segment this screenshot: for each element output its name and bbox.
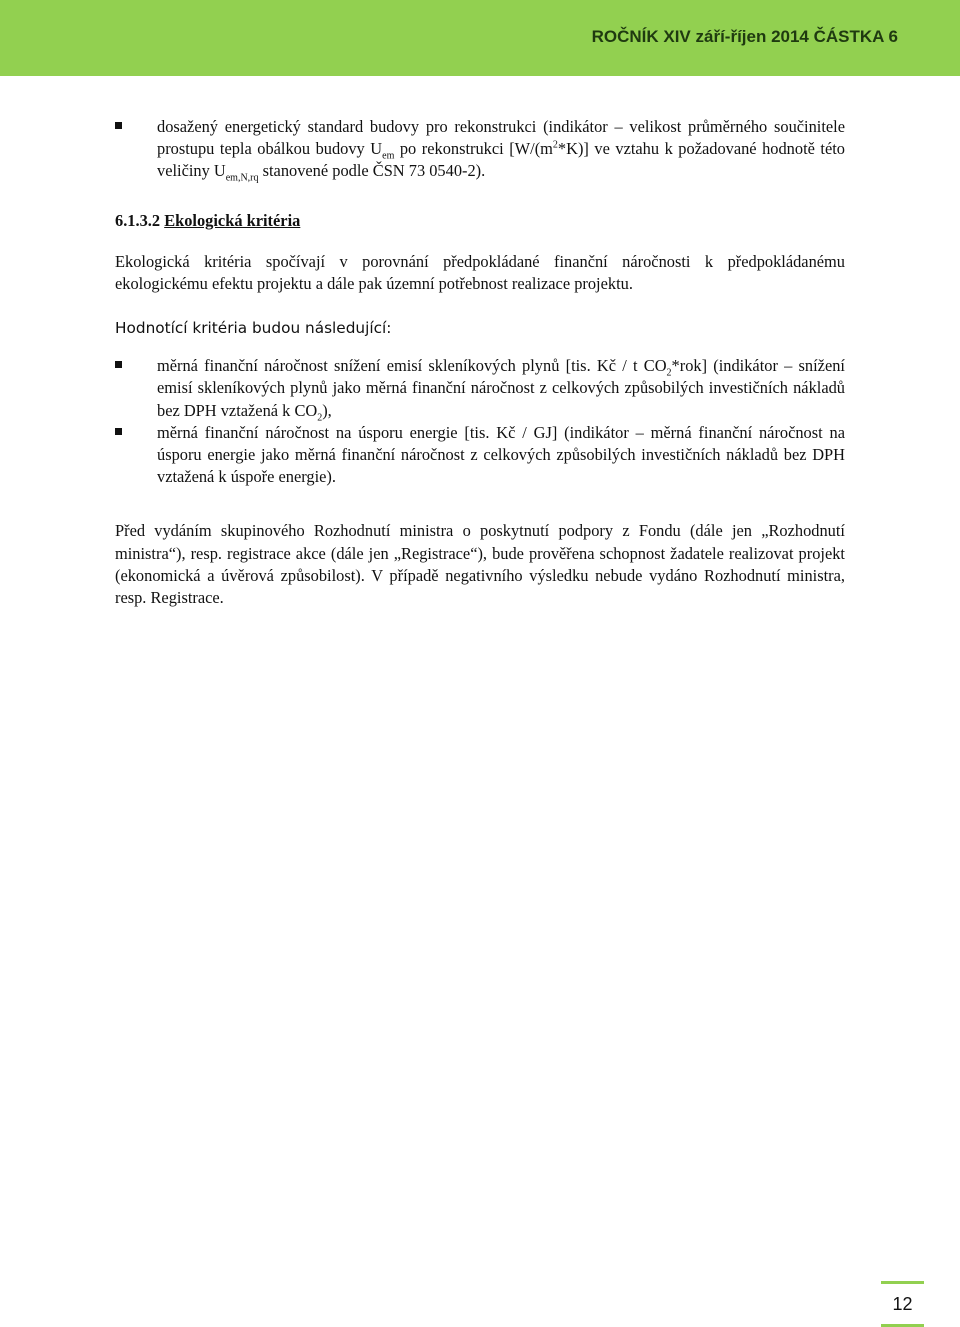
list-item: [115, 422, 845, 489]
bullet-text: po rekonstrukci [W/(m: [394, 139, 553, 159]
bullet-text: ),: [322, 400, 332, 420]
header-bar: [0, 0, 960, 76]
subscript: 2: [317, 411, 323, 423]
bullet-list-energy: [115, 116, 845, 183]
section-heading: [115, 211, 845, 231]
bullet-square-icon: [115, 361, 122, 368]
section-title: Ekologická kritéria: [164, 210, 301, 230]
bullet-square-icon: [115, 122, 122, 129]
bullet-list-criteria: [115, 355, 845, 488]
subscript: 2: [666, 367, 672, 379]
section-number: 6.1.3.2: [115, 210, 161, 230]
paragraph: Před vydáním skupinového Rozhodnutí ministra o poskytnutí podpory z Fondu (dále jen „Rozhodnutí ministra“), resp. registrace akce (dále jen „Registrace“), bude prověřena schopnost žadatele realizovat projekt (ekonomická a úvěrová způsobilost). V případě negativního výsledku nebude vydáno Rozhodnutí ministra, resp. Registrace.: [115, 521, 845, 608]
paragraph: Ekologická kritéria spočívají v porovnání předpokládané finanční náročnosti k předpokládanému ekologickému efektu projektu a dále pak územní potřebnost realizace projektu.: [115, 251, 845, 293]
bullet-text: měrná finanční náročnost na úsporu energie [tis. Kč / GJ] (indikátor – měrná finanční náročnost na úsporu energie jako měrná finanční náročnost z celkových způsobilých investičních nákladů bez DPH vztažená k úspoře energie).: [157, 422, 845, 487]
paragraph: Hodnotící kritéria budou následující:: [115, 319, 392, 338]
bullet-text: dosažený energetický standard budovy pro rekonstrukci (indikátor – velikost průměrného součinitele prostupu tepla obálkou budovy U: [157, 117, 845, 159]
bullet-text: *rok] (indikátor – snížení emisí skleníkových plynů jako měrná finanční náročnost z celkových způsobilých investičních nákladů bez DPH vztažená k CO: [157, 356, 845, 420]
subscript: em,N,rq: [225, 172, 259, 184]
bullet-text: stanovené podle ČSN 73 0540-2).: [258, 161, 486, 181]
superscript: 2: [552, 139, 558, 151]
subscript: em: [382, 150, 395, 162]
list-item: [115, 355, 845, 422]
header-title: ROČNÍK XIV září-říjen 2014 ČÁSTKA 6: [591, 27, 898, 46]
page-number: 12: [881, 1281, 924, 1327]
list-item: [115, 116, 845, 183]
bullet-text: měrná finanční náročnost snížení emisí skleníkových plynů [tis. Kč / t CO: [157, 356, 667, 376]
bullet-text: *K)] ve vztahu k požadované hodnotě této veličiny U: [157, 139, 845, 181]
bullet-square-icon: [115, 428, 122, 435]
page-content: [115, 116, 845, 609]
